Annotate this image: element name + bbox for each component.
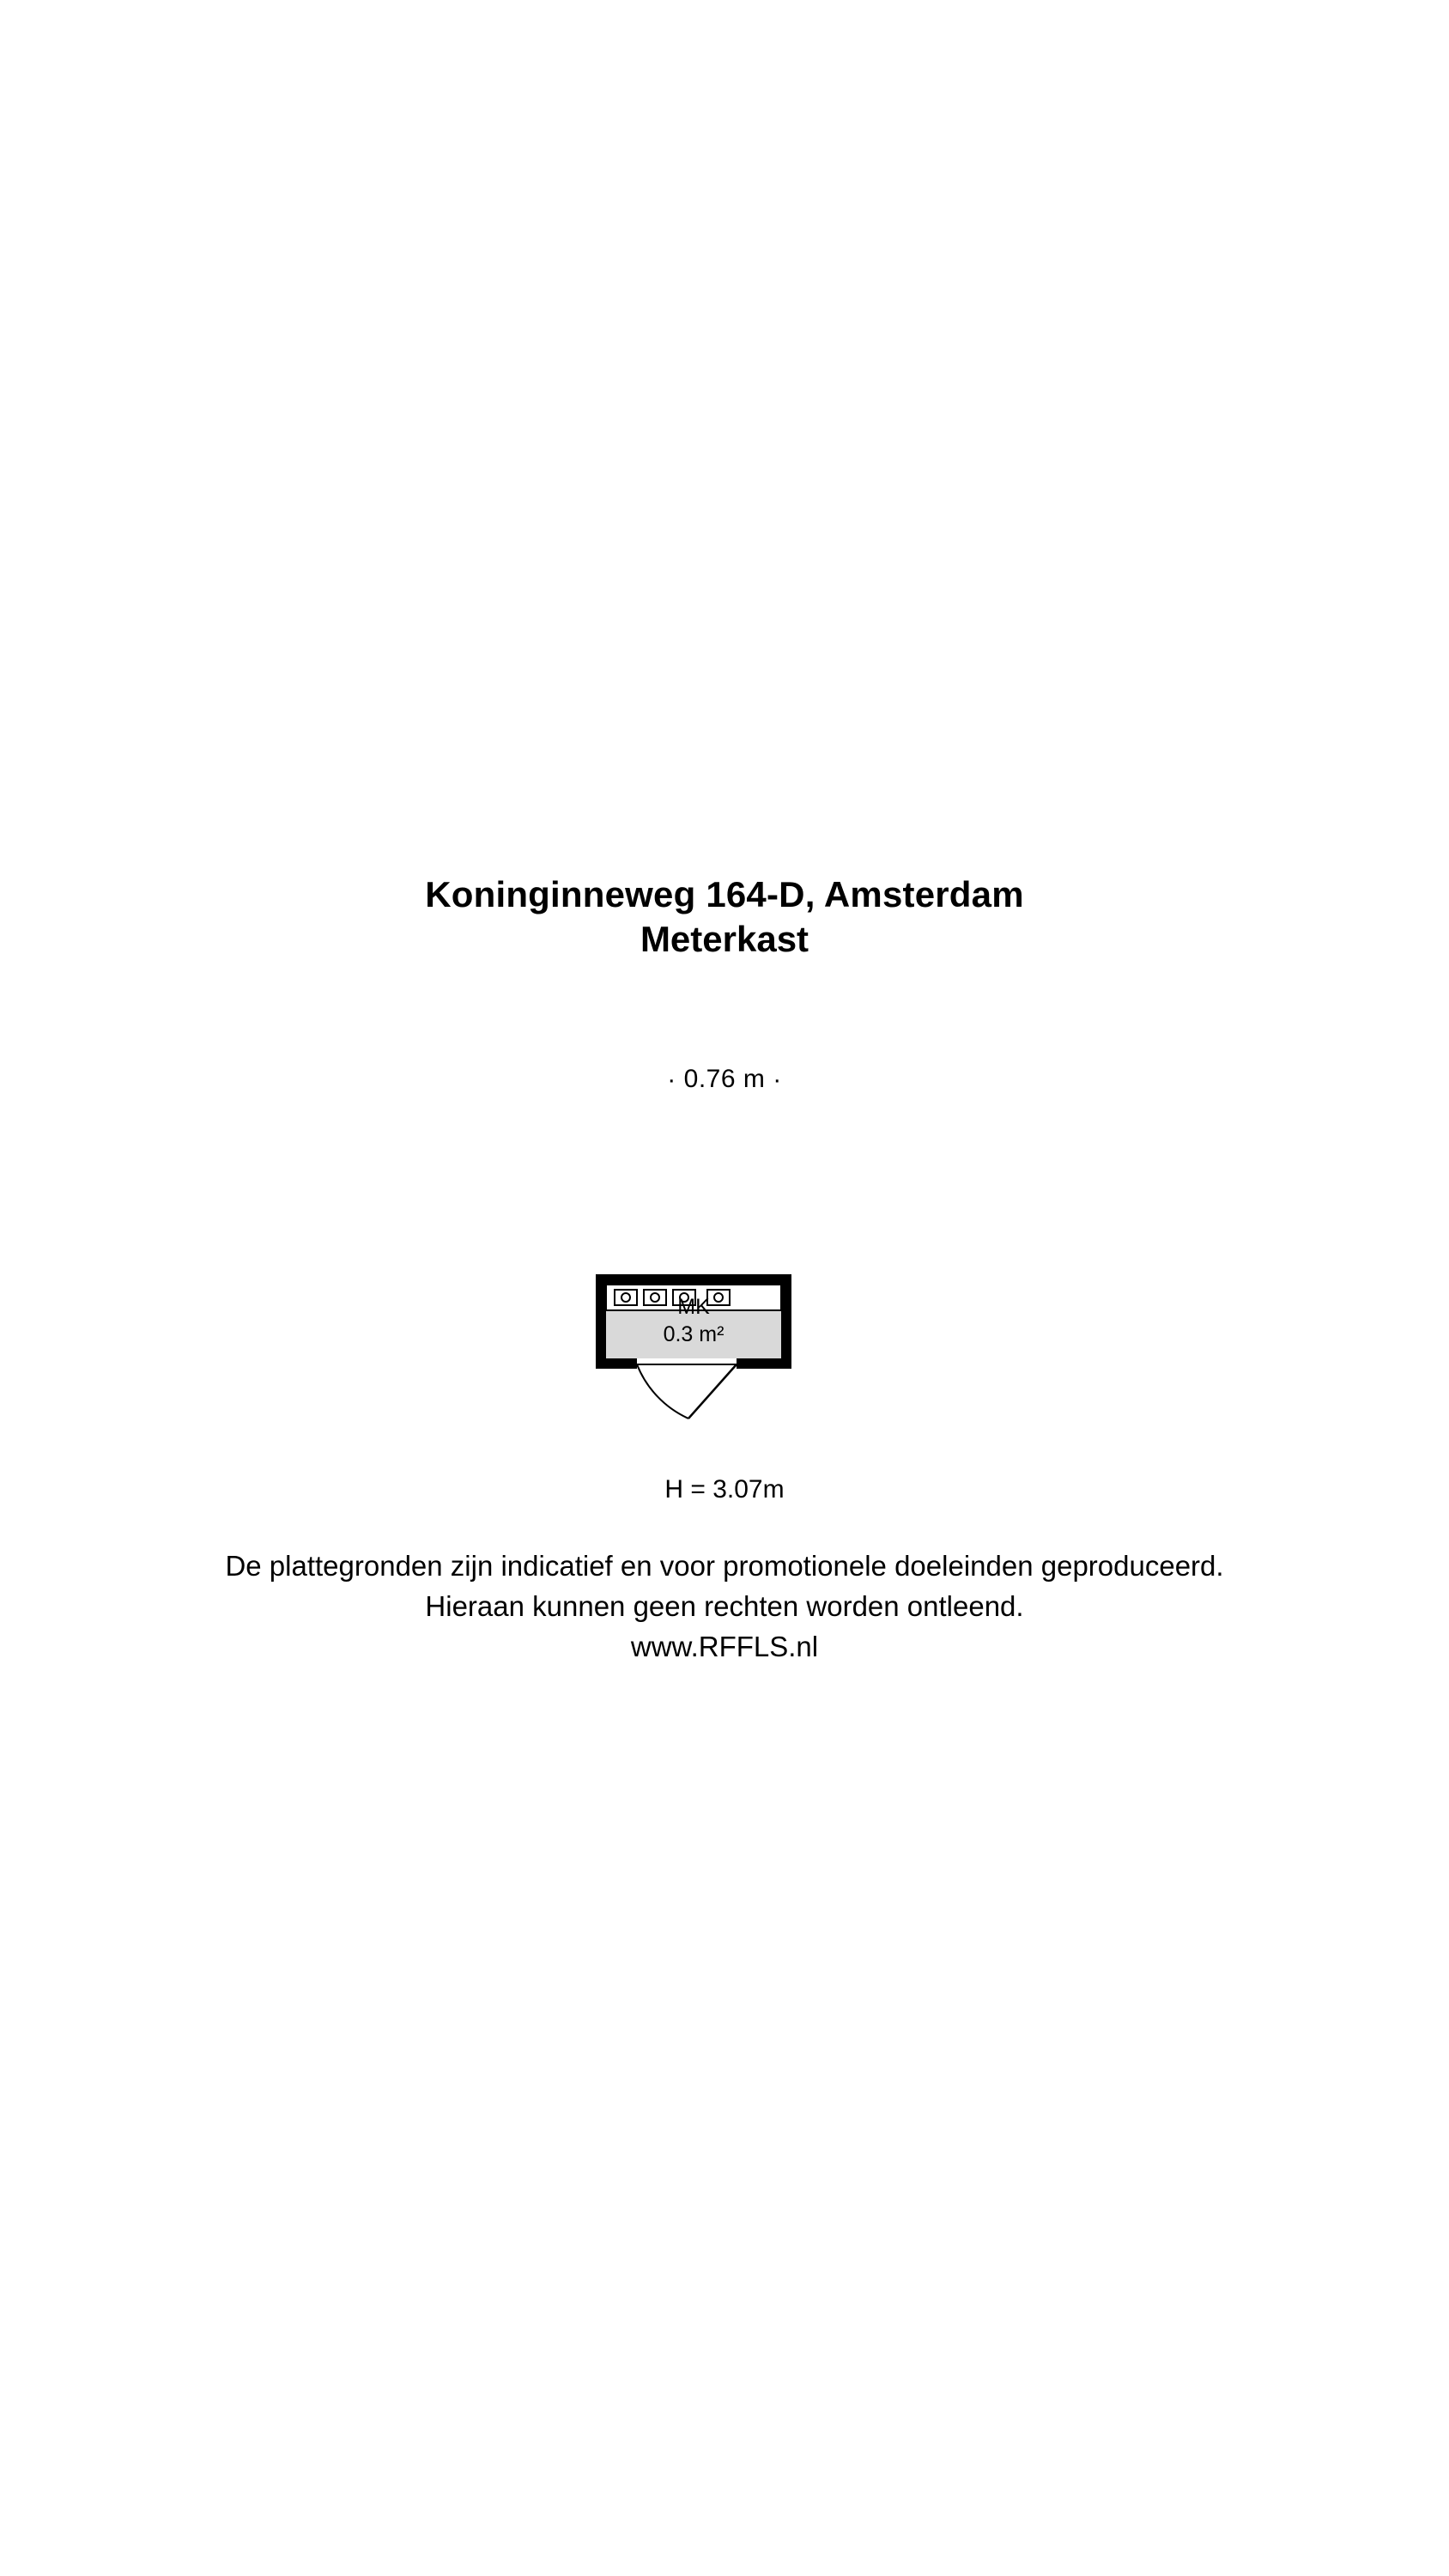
dimension-tick-left: · [667,1066,676,1095]
floorplan-drawing [596,1262,853,1468]
door-swing-arc [637,1364,688,1419]
door-leaf [688,1364,737,1419]
meter-boxes [615,1290,730,1305]
dimension-top-width [0,1065,1449,1095]
disclaimer-block [0,1546,1449,1667]
dimension-top-width-label: 0.76 m [683,1065,766,1093]
page-title [0,872,1449,962]
ceiling-height-note: H = 3.07m [664,1475,785,1504]
room-label-area: 0.3 m² [663,1322,724,1346]
website-label: www.RFFLS.nl [630,1631,819,1662]
dimension-tick-right: · [773,1066,782,1095]
title-address: Koninginneweg 164-D, Amsterdam [425,874,1024,914]
title-roomname: Meterkast [640,919,809,959]
room-label-name: MK [677,1295,710,1319]
disclaimer-line-1: De plattegronden zijn indicatief en voor promotionele doeleinden geproduceerd. [225,1550,1224,1582]
disclaimer-line-2: Hieraan kunnen geen rechten worden ontleend. [425,1590,1024,1622]
